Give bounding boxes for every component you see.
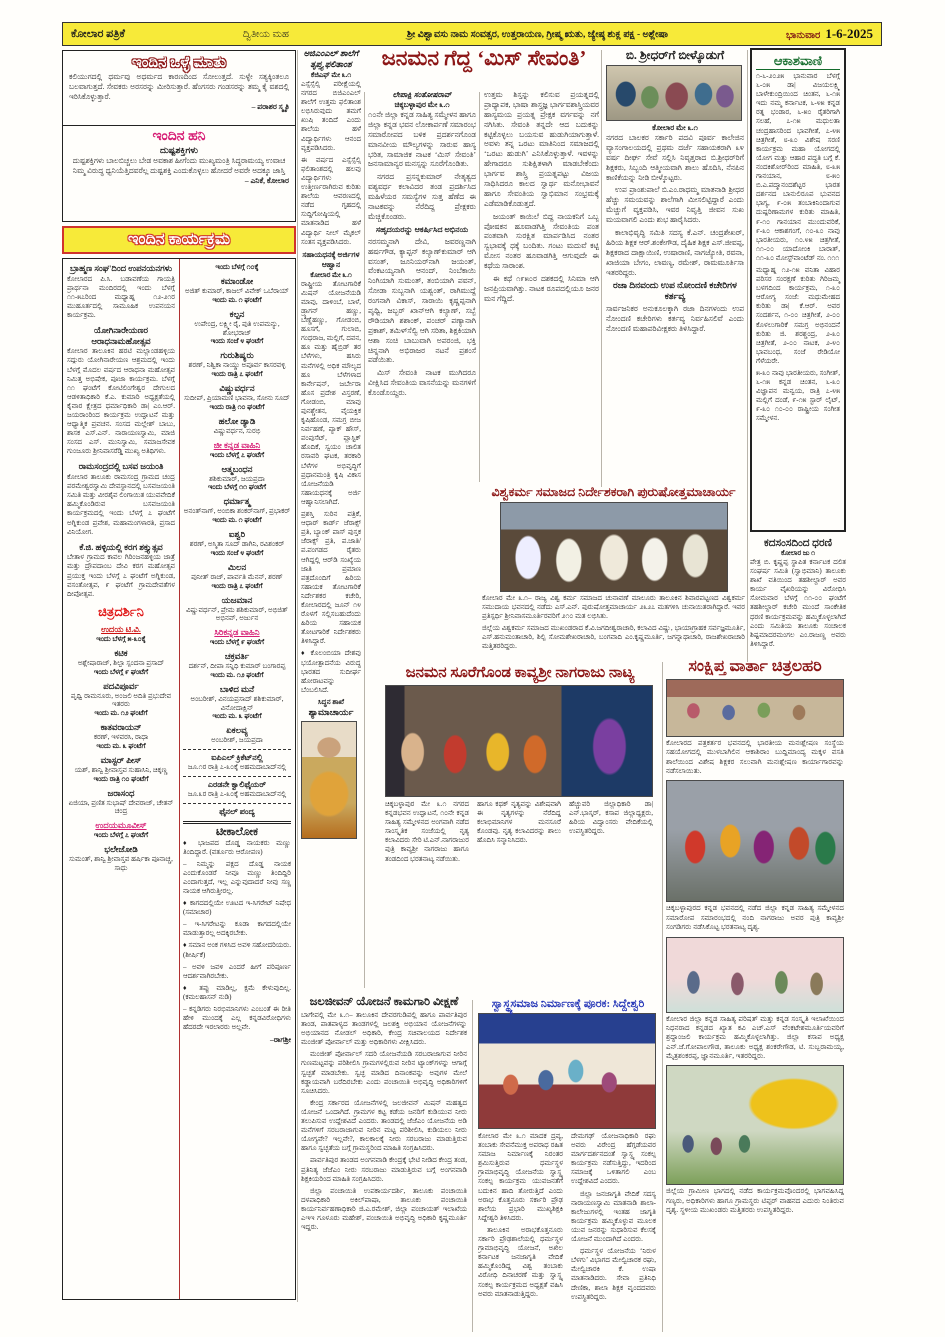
cinema-title: ಜೀ ಕನ್ನಡ ವಾಹಿನಿ bbox=[213, 439, 261, 450]
cinema-time: ಇಂದು ಬೆಳಗ್ಗೆ ೧೦ಕ್ಕೆ bbox=[215, 263, 259, 271]
akashavani-p2: ಮಧ್ಯಾಹ್ನ ೧೨-೧೫ ವನಿತಾ ವಿಹಾರ ಪರಿಸರ ಸಂರಕ್ಷಣೆ ಕುರಿತು ಗಿರಿಜಮ್ಮ ಬಳಗದಿಂದ ಕಾರ್ಯಕ್ರಮ, ೧-೩೦ ಆರೋಗ್ಯ ಸಂಜೆ: ಮಧುಮೇಹದ ಕುರಿತು ಡಾ| ಕೆ.ಆರ್. ಅವರ ಸಂದರ್ಶನ, ೧-೦೦ ಚಿತ್ರಗೀತೆ, ೨-೦೦ ಕೊಳಲುಗಾರಿಕೆ ಸಮಗ್ರ ಅಭಿನಂದನೆ ಕುರಿತು ಜಿ. ಶರಶ್ಚಂದ್ರ, ೨-೩೦ ಚಿತ್ರಗೀತೆ, ೨-೦೦ ನಾಟಕ, ೨-೪೦ ಭಾವಬಂಧ, ಸಂಜೆ ರೇಡಿಯೋ ಗೆಳೆಯರೇ. bbox=[756, 265, 840, 365]
cinema-listing-b bbox=[183, 263, 291, 817]
cinema-title: ಧರ್ಮಾತ್ಮ bbox=[223, 496, 251, 507]
dharani-title: ಕದಸಂಸದಿಂದ ಧರಣಿ bbox=[764, 538, 832, 549]
cinema-cast: ಕರಣ್, ಇಳವರಸಿ, ರಾಧಾ bbox=[93, 733, 149, 742]
cinema-item bbox=[183, 496, 291, 525]
photo-swasthya-meeting bbox=[478, 1013, 656, 1129]
dharani-body: ಪೇತ್ರ ಬಿ. ಕೃಷ್ಣಪ್ಪ ಸ್ಥಾಪಿತ ಕರ್ನಾಟಕ ದಲಿತ ಸಂಘರ್ಷ ಸಮಿತಿ (ಸ್ವಾಭಿಮಾನಿ) ತಾಲೂಕು ಶಾಖೆ ವತಿಯಿಂದ ತಹಶೀಲ್ದಾರ್ ಅವರ ಕಾರ್ಯ ವೈಖರಿಯನ್ನು ವಿರೋಧಿಸಿ ಸೋಮವಾರ ಬೆಳಗ್ಗೆ ೧೧-೦೦ ಘಂಟೆಗೆ ತಹಶೀಲ್ದಾರ್ ಕಚೇರಿ ಮುಂದೆ ಸಾಂಕೇತಿಕ ಧರಣಿ ಕಾರ್ಯಕ್ರಮವನ್ನು ಹಮ್ಮಿಕೊಳ್ಳಲಾಗಿದೆ ಎಂದು ಸಮಿತಿಯ ತಾಲೂಕು ಸಂಚಾಲಕ ಶಿಷ್ಟಮಾದರಮಂಗಲ ಎಂ.ರಾಜಣ್ಣ ಅವರು ತಿಳಿಸಿದ್ದಾರೆ. bbox=[750, 558, 846, 648]
cinema-time: ಇಂದು ಮ. ೩ ಘಂಟೆಗೆ bbox=[96, 741, 146, 750]
cinema-cast: ಪುನೀತ್ ರಾಜ್, ಪಾರ್ವತಿ ಮೆನನ್, ಶರಣ್ bbox=[191, 572, 283, 581]
jalajeevan-p5: ಜಿಲ್ಲಾ ಪಂಚಾಯಿತಿ ಉಪಕಾರ್ಯದರ್ಶಿ, ತಾಲೂಕು ಪಂಚಾಯಿತಿ ದಳಪಾಧಿಕಾರಿ ಅಕಿಲ್‌ಪಾಷಾ, ತಾಲೂಕು ಪಂಚಾಯಿತಿ ಕಾರ್ಯನಿರ್ವಹಣಾಧಿಕಾರಿ ಜಿ.ಎ.ರಮೇಶ್, ಜಿಲ್ಲಾ ಪಂಚಾಯತ್ ಇಲಾಖೆಯ ಎಇಇ ಗೂಳೂರು ಮಹೇಶ್, ಪಂಚಾಯಿತಿ ಅಭಿವೃದ್ಧಿ ಅಧಿಕಾರಿ ಕೃಷ್ಣಮೂರ್ತಿ ಇದ್ದರು. bbox=[301, 1186, 467, 1232]
cinema-item bbox=[183, 383, 291, 412]
col2-bullet: ♦ ಕೊಲಂಬಿಯಾ ದೇಶವು ಭಯೋತ್ಪಾದನೆಯ ವಿರುದ್ಧ ಭಾರತದ ಸುದೀರ್ಘ ಹೋರಾಟವನ್ನು ಬೆಂಬಲಿಸಿದೆ. bbox=[301, 649, 361, 694]
program-events bbox=[67, 263, 175, 599]
subsidy-subhead: ಸಹಾಯಧನಕ್ಕೆ ಅರ್ಜಿಗಳ ಆಹ್ವಾನ bbox=[302, 249, 360, 269]
tikaloka-sig: –ರಾಗಶ್ರೀ bbox=[269, 1035, 291, 1045]
akashavani-box bbox=[750, 48, 846, 532]
cinema-time: ಇಂದು ಮ. ೧೨ ಘಂಟೆಗೆ bbox=[210, 670, 264, 679]
jalajeevan-p2: ಮಂಜೀತ್ ಪೋರ್ವಾಲ್ ಸದರಿ ಯೋಜನೆಯಡಿ ಸರಬರಾಜಾಗುವ ನೀರಿನ ಗುಣಮಟ್ಟವನ್ನು ಪರಿಶೀಲಿಸಿ ಗ್ರಾಮಗಳಲ್ಲಿರುವ ನೀರಿನ ಟ್ಯಾಂಕ್‌ಗಳನ್ನು ಆಗಾಗ್ಗೆ ಸ್ವಚ್ಛತೆ ಮಾಡಬೇಕು. ಸ್ವಚ್ಛ ಮಾಡಿದ ದಿನಾಂಕವನ್ನು ಅವುಗಳ ಮೇಲೆ ಕಡ್ಡಾಯವಾಗಿ ಬರೆದಿರಬೇಕು ಎಂದು ಪಂಚಾಯಿತಿ ಅಭಿವೃದ್ಧಿ ಅಧಿಕಾರಿಗಳಿಗೆ ಸೂಚಿಸಿದರು. bbox=[301, 1050, 467, 1095]
program-event-body: ಬೇತಾಳ ಗ್ರಾಮದ ಕಾವಲ ಗಿರಿಂಜನಹಳ್ಳಿಯ ಜಾತ್ರೆ ಮತ್ತು ದ್ರೌಪದಾಂಬ ದೇವಿ ಕರಗ ಮಹೋತ್ಸವ ಪ್ರಯುಕ್ತ ಇಂದು ಬೆಳಗ್ಗೆ ೭ ಘಂಟೆಗೆ ಅಗ್ನಿಕುಂಡ, ವಸಂತೋತ್ಸವ, ೯ ಘಂಟೆಗೆ ಗ್ರಾಮದೇವತೆಗಳ ದೀಪೋತ್ಸವ. bbox=[67, 553, 175, 598]
cinema-time: ಇಂದು ರಾತ್ರಿ ೭ ಘಂಟೆಗೆ bbox=[211, 370, 263, 378]
cinema-item bbox=[67, 820, 175, 840]
cinema-title: ಉದಯ ಟಿ.ವಿ. bbox=[101, 623, 141, 634]
column-rule bbox=[364, 92, 365, 988]
col2-sig-2: ಶ್ಯಾಮಾಚಾರ್ಯ bbox=[308, 706, 354, 717]
cinema-item bbox=[183, 725, 291, 745]
tikaloka-item: ♦ ಕಾಗದದಲ್ಲಿಯೇ ಊಟದ ಇ-ಸಿಗರೇಟ್ ನಿಷೇಧ (ಸಮಾಚಾರ) bbox=[183, 899, 291, 917]
cinema-item bbox=[183, 276, 291, 305]
tikaloka-item: – ಕನ್ನಡಿಗರು ನಿರಭಿಮಾನಿಗಳು ಎಂಬಂತೆ ಈ ರೀತಿ ಹೇಳಿ ಮುಂದಕ್ಕೆ ಎಲ್ಲ ಕನ್ನಡವಿರೋಧಿಗಳು ಹೆದರದೇ ಇರಲಾರರು ಅಲ್ಲವೇ. bbox=[183, 1005, 291, 1032]
dharani-column bbox=[750, 538, 846, 660]
akashavani-title: ಆಕಾಶವಾಣಿ bbox=[756, 53, 840, 70]
cinema-title: ಬಾಳಿದ ಮನೆ bbox=[219, 683, 255, 694]
janamana-c3: ಹೆಚ್ಚುವರಿ ಜಿಲ್ಲಾಧಿಕಾರಿ ಡಾ| ಎನ್.ಭಾಸ್ಕರ್, ಕಸಾಪ ಜಿಲ್ಲಾಧ್ಯಕ್ಷರು, ಹಿರಿಯ ವಿದ್ವಾಂಸರು ವೇದಿಕೆಯಲ್ಲಿ ಉಪಸ್ಥಿತರಿದ್ದರು. bbox=[569, 800, 653, 836]
cinema-title: ಮಾಸ್ಟರ್ ಪೀಸ್ bbox=[100, 754, 142, 765]
news-photo bbox=[666, 679, 844, 737]
cinema-title: ಮಿಲನ bbox=[227, 561, 247, 572]
good-word-title: ಇಂದಿನ ಒಳ್ಳೆ ಮಾತು bbox=[132, 55, 226, 71]
miss-a4: ಮಿಸ್ ಸೇವಂತಿ ನಾಟಕ ಮುಗಿದರೂ ವೀಕ್ಷಿಸಿದ ಸೇವಂತಿಯ ವಾಸನೆಯನ್ನು ಮನಗಳಿಗೆ ಕೊಂಡೊಯ್ದರು. bbox=[368, 368, 476, 398]
cinema-cast: ಜೂ.೩ರ ರಾತ್ರಿ ೭-೩೦ಕ್ಕೆ ಅಹಮದಾಬಾದ್‌ನಲ್ಲಿ bbox=[187, 789, 287, 798]
vishwakarma-p2: ಜಿಲ್ಲೆಯ ವಿಶ್ವಕರ್ಮ ಸಮಾಜದ ಮುಖಂಡರಾದ ಕೆ.ವಿ.ಜಗದೀಶ್ವರಾಚಾರಿ, ಕಲಾವಿದ ವಿಷ್ಣು, ಭಾಯಾಗ್ರಾಹಕ ಸರ್ವಜ್ಞಮೂರ್ತಿ, ಎಸ್.ಹನುಮಂತಾಚಾರಿ, ಶಿಲ್ಪಿ ಸೋಮಶೇಖರಾಚಾರಿ, ಬಂಗವಾದಿ ಎಂ.ಕೃಷ್ಣಮೂರ್ತಿ, ಜಗನ್ನಾಥಾಚಾರಿ, ರಾಜಶೇಖರಾಚಾರಿ ಮತ್ತಿತರರಿದ್ದರು. bbox=[482, 624, 745, 651]
cinema-item bbox=[183, 416, 291, 436]
program-event-title: ಕೆ.ಜಿ. ಹಳ್ಳಿಯಲ್ಲಿ ಕರಗ ಶಕ್ತ್ಯುತ್ಸವ bbox=[79, 541, 163, 552]
photo-caption: ಜಿಲ್ಲೆಯ ಗ್ರಾಮೀಣ ಭಾಗದಲ್ಲಿ ನಡೆದ ಕಾರ್ಯಕ್ರಮವೊಂದರಲ್ಲಿ ಭಾಗವಹಿಸಿದ್ದ ಗಣ್ಯರು, ಅಧಿಕಾರಿಗಳು ಹಾಗೂ ಗ್ರಾಮಸ್ಥರು ಟಿಪ್ಪರ್ ವಾಹನದ ಎದುರು ನಿಂತಿರುವ ದೃಶ್ಯ. ಸ್ಥಳೀಯ ಮುಖಂಡರು ಮತ್ತಿತರರು ಉಪಸ್ಥಿತರಿದ್ದರು. bbox=[666, 1187, 844, 1215]
miss-b2: ಜಯಂತ್ ಕಾಯಿಲೆ ಬಿದ್ದ ನಾಯಕನಿಗೆ ಒಬ್ಬ ಪೋಷಕನ ಹೂವಾಡಗಿತ್ತಿ ಸೇವಂತಿಯ ಪಂತ ಪಂತವಾಗಿ ಸುರಕ್ಷಿತ ಮಾರ್ಪಡಿಸಿದ ನಂತರ ಸ್ವಭಾವಕ್ಕೆ ಧಕ್ಕೆ ಬಂದಿತು. ಗಂಟು ಮದುವೆ ಕಟ್ಟಿ ಮೋಸ ನಂತರ ಹೂವಾಡಗಿತ್ತಿ ಆಗುವುದೇ ಈ ಕಥೆಯ ಸಾರಾಂಶ. bbox=[484, 211, 599, 271]
cinema-title: ಗುರುಶಿಷ್ಯರು bbox=[220, 350, 254, 361]
janamana-c1: ಚಿಕ್ಕಬಳ್ಳಾಪುರ ಮೇ ೩.೧ ನಗರದ ಕನ್ನಡಭವನ ಉದ್ಘಾಟನೆ, ೧೦ನೇ ಕನ್ನಡ ಸಾಹಿತ್ಯ ಸಮ್ಮೇಳನದ ಅಂಗವಾಗಿ ನಡೆದ ಸಾಂಸ್ಕೃತಿಕ ಸಂಜೆಯಲ್ಲಿ ನೃತ್ಯ ಕಲಾವಿದರು ಸೇರಿ ಟಿ.ಎನ್.ನಾಗರಾಜುರ ಪುತ್ರಿ ಕಾವ್ಯಶ್ರೀ ನಾಗರಾಜು ಹಾಗೂ ತಂಡದಿಂದ ಭರತನಾಟ್ಯ ನಡೆಯಿತು. bbox=[385, 800, 470, 863]
swasthya-c1a: ಕೋಲಾರ ಮೇ ೩.೧ ಮಾದಕ ದ್ರವ್ಯ, ತಂಬಾಕು ಸೇವನೆಮುಕ್ತ ಅಪರಾಧ ರಹಿತ ಸಮಾಜ ನಿರ್ಮಾಣಕ್ಕೆ ನಿರಂತರ ಶ್ರಮಿಸುತ್ತಿರುವ ಧರ್ಮಸ್ಥಳ ಗ್ರಾಮಾಭಿವೃದ್ಧಿ ಯೋಜನೆಯ ಸ್ವಾಸ್ಥ್ಯ ಸಂಕಲ್ಪ ಕಾರ್ಯಕ್ರಮ ಯುವಜನತೆಗೆ ಬದುಕಿನ ಹಾದಿ ತೋರುತ್ತಿದೆ ಎಂದು ಅರಾಭ ಕೊತ್ತನೂರು ಸರ್ಕಾರಿ ಪ್ರೌಢ ಶಾಲೆಯ ಪ್ರಭಾರಿ ಮುಖ್ಯಶಿಕ್ಷಕಿ ಸಿದ್ದೇಶ್ವರಿ ತಿಳಿಸಿದರು. bbox=[478, 1132, 563, 1222]
cinema-item bbox=[67, 722, 175, 751]
photo-shyamacharya-portrait bbox=[301, 721, 357, 839]
program-event bbox=[67, 461, 175, 536]
swasthya-col-2 bbox=[571, 1132, 656, 1305]
vishwakarma-title: ವಿಶ್ವಕರ್ಮ ಸಮಾಜದ ನಿರ್ದೇಶಕರಾಗಿ ಪುರುಷೋತ್ತಮಾಚಾರ್ಯ bbox=[491, 485, 736, 499]
cinema-cast: ಏಜಿಯಾ, ಪ್ರಣಿತ ಸುಭಾಷ್ ದೇವರಾಜ್, ಚೇತನ್ ಚಂದ್ರ bbox=[68, 798, 174, 816]
photo-caption: ಕೋಲಾರದ ಪತ್ರಕರ್ತರ ಭವನದಲ್ಲಿ ಭಾರತೀಯ ಮನಃಶ್ಲೇಷಣ ಸಂಸ್ಥೆಯ ಸಹಯೋಗದಲ್ಲಿ ಮುಳಬಾಗಿಲಿನ ಆಕಾಶಿರಾಂ ಬುದ್ದಿಮಾಂದ್ಯ ಮಕ್ಕಳ ವಸತಿ ಶಾಲೆಯಿಂದ ವಿಶೇಷ ಶಿಕ್ಷಕರ ಸಲುವಾಗಿ ಮನಃಶ್ಲೇಷಣ ಕಾರ್ಯಾಗಾರವನ್ನು ನಡೆಸಲಾಯಿತು. bbox=[666, 739, 844, 776]
hani-subtitle: ದುಷ್ಟಶಕ್ತಿಗಳು bbox=[160, 145, 198, 155]
miss-byline: ಲೇಪಾಕ್ಷಿ ಸಂತೋಷರಾವ್ bbox=[392, 90, 452, 99]
cinema-title: ಹಲೋ ಡ್ಯಾಡಿ bbox=[218, 415, 256, 426]
cinema-cast: ವಿಷ್ಣುವರ್ಧನ್, ಪ್ರೇಮ ಶಶಿಕುಮಾರ್, ಅಭಿಜಿತ್ ಅಭಿನವ್, ಅರ್ಜುನ bbox=[186, 605, 288, 623]
column-rule bbox=[747, 50, 748, 662]
column-rule bbox=[601, 50, 602, 487]
subsidy-dateline: ಕೋಲಾರ ಮೇ ೩.೧ bbox=[310, 271, 352, 279]
miss-a1: ೧೦ನೇ ಜಿಲ್ಲಾ ಕನ್ನಡ ಸಾಹಿತ್ಯ ಸಮ್ಮೇಳನ ಹಾಗೂ ಜಿಲ್ಲಾ ಕನ್ನಡ ಭವನ ಲೋಕಾರ್ಪಣೆ ಸಮಾರಂಭ ಸಮಾರೋಪದ ಬಳಿಕ ಪ್ರದರ್ಶನಗೊಂಡ ಮಾನವೀಯ ಮೌಲ್ಯಗಳನ್ನು ಸಾರುವ ಹಾಸ್ಯ ಭರಿತ, ಸಾಮಾಜಿಕ ನಾಟಕ ‘ಮಿಸ್ ಸೇವಂತಿ’ ಜನಸಾಮಾನ್ಯರ ಮನಸ್ಸನ್ನು ಸೂರೆಗೊಂಡಿತು. bbox=[368, 110, 476, 169]
hani-box bbox=[62, 126, 296, 222]
cinema-title: ಏಕಲವ್ಯ bbox=[226, 725, 248, 736]
cinema-cast: ಶರಣ್, ಅಸ್ಮಿತಾ ಸೂದ್ ಡಾಗಿನಿ, ರವಿಶಂಕರ್ bbox=[189, 540, 285, 548]
cinema-title: ಕಟಿಕ bbox=[114, 647, 128, 658]
program-event-title: ರಾಮಸಂದ್ರದಲ್ಲಿ ಬಸವ ಜಯಂತಿ bbox=[78, 461, 164, 472]
program-event bbox=[67, 263, 175, 320]
cinema-cast: ಅಂಬರೀಶ್, ವಿನಯಪ್ರಸಾದ್ ಶಶಿಕುಮಾರ್, ವಿನೋದಾಕ್ಷಿನ್ bbox=[190, 694, 284, 712]
cinema-item bbox=[183, 440, 291, 460]
cinema-time: ಇಂದು ಮ. ೧ ಘಂಟೆಗೆ bbox=[212, 295, 262, 304]
cinema-cast: ವಿಷ್ಣುವರ್ಧನ, ಸುರಭಿ bbox=[213, 426, 261, 435]
cinema-time: ಇಂದು ರಾತ್ರಿ ೧೦ ಘಂಟೆಗೆ bbox=[93, 774, 149, 783]
janamana-c2: ಹಾಗೂ ಕಥಕ್ ನೃತ್ಯವನ್ನು ವಿಶೇಷವಾಗಿ ಈ ನೃತ್ಯಗಳನ್ನು ನೆರೆದಿದ್ದ ಕಲಾಭಿಮಾನಿಗಳ ಮನಸೂರೆ ಕೊಂಡವು. ನೃತ್ಯ ಕಲಾವಿದರನ್ನು ಶಾಲು ಹೊದಿಸಿ ಸನ್ಮಾನಿಸಿದರು. bbox=[477, 800, 561, 845]
jalajeevan-block bbox=[301, 996, 467, 1334]
panchanga-line: ಶ್ರೀ ವಿಶ್ವಾವಸು ನಾಮ ಸಂವತ್ಸರ, ಉತ್ತರಾಯಣ, ಗ್ರೀಷ್ಮ ಋತು, ಜ್ಯೇಷ್ಠ ಶುಕ್ಲ ಪಕ್ಷ - ಅಶ್ಲೇಷಾ bbox=[406, 29, 669, 40]
cinema-title: ಕಲ್ಪನ bbox=[229, 308, 245, 319]
program-banner bbox=[62, 226, 296, 254]
good-word-body: ಕಲಿಯುಗದಲ್ಲಿ ಧರ್ಮವು ಅಧರ್ಮದ ಕಾರಣದಿಂದ ಸೋಲುತ್ತದೆ. ಸುಳ್ಳೇ ಸತ್ಯಕ್ಕಿಂತಲೂ ಬಲವಾಗುತ್ತದೆ. ಸೇವಕರು ಅರಸರನ್ನು ಮೀರಿಸುತ್ತಾರೆ. ಹೆಂಗಸರು ಗಂಡಸರನ್ನು ತಮ್ಮ ಕೈ ವಶದಲ್ಲಿ ಇರಿಸಿಕೊಳ್ಳುತ್ತಾರೆ. bbox=[69, 72, 289, 101]
hani-source: – ಎನಿಕೆ, ಕೋಲಾರ bbox=[244, 175, 289, 185]
cinema-item bbox=[183, 529, 291, 558]
program-event-body: ಕೋಲಾರ ತಾಲೂಕು ರಾಮಸಂದ್ರ ಗ್ರಾಮದ ಚಂದ್ರ ಪರಮೇಶ್ವರಸ್ವಾಮಿ ದೇವಸ್ಥಾನದಲ್ಲಿ ಬಸವಜಯಂತಿ ಸಮಿತಿ ಮತ್ತು ವೀರಶೈವ ಲಿಂಗಾಯಿತ ಯುವವೇದಿಕೆ ಹಮ್ಮಿಕೊಂಡಿರುವ ಬಸವಜಯಂತಿ ಕಾರ್ಯಕ್ರಮದಲ್ಲಿ ಇಂದು ಬೆಳಗ್ಗೆ ೭ ಘಂಟೆಗೆ ಅಗ್ನಿಕುಂಡ ಪ್ರವೇಶ, ಮಹಾಮಂಗಳಾರತಿ, ಪ್ರಸಾದ ವಿನಿಯೋಗ. bbox=[67, 473, 175, 536]
cinema-item bbox=[183, 350, 291, 379]
cinema-time: ಇಂದು ಸಂಜೆ ೪ ಘಂಟೆಗೆ bbox=[210, 337, 264, 346]
swasthya-col-1 bbox=[478, 1132, 563, 1305]
tikaloka-item: – ಅವಳಿ ಜವಳಿ ಎಂದರೆ ಹೀಗೆ ಪರಿಪೂರ್ಣ ಆದರ್ಶವಾಗಿರಬೇಕು. bbox=[183, 962, 291, 980]
miss-dateline: ಚಿಕ್ಕಬಳ್ಳಾಪುರ ಮೇ ೩.೧ bbox=[394, 100, 450, 109]
cinema-time: ಇಂದು ಬೆಳಗ್ಗೆ ೯ ಘಂಟೆಗೆ bbox=[209, 638, 265, 646]
cinema-cast: ಶಶಿಕುಮಾರ್, ಜಯಪ್ರದಾ bbox=[209, 474, 265, 483]
janamana-body bbox=[385, 800, 655, 867]
cinema-cast: ಅಶ್ಲೇಷಾರಾಜ್, ಶಿಲ್ಪಾ ಸ್ಪಂದನಾ ಪ್ರಸಾದ್ bbox=[77, 658, 165, 667]
column-rule bbox=[472, 1000, 473, 1332]
miss-b1: ಉತ್ತಮ ಶಿಸ್ತನ್ನು ಕಲಿಸುವ ಪ್ರಯತ್ನದಲ್ಲಿ ಪ್ರಾಧ್ಯಾಪಕ, ಭಾಷಾ ಶಾಸ್ತ್ರಜ್ಞ ಭಾರ್ಗವಶಾಸ್ತ್ರಿಯವರ ಹಾಸ್ಯಮಯ ಪ್ರಯತ್ನ ಪ್ರೇಕ್ಷಕ ವರ್ಗವನ್ನು ನಗೆ ನಗಿಸಿತು. ಸೇವಂತಿ ತನ್ನದೇ ಆದ ಬದುಕನ್ನು ಕಟ್ಟಿಕೊಳ್ಳಲು ಬಯಸುವ ಹುಡುಗಿಯಾಗುತ್ತಾಳೆ. ಅವಳು ತನ್ನ ಒರಟು ಮಾತಿನಿಂದ ಸಮಾಜದಲ್ಲಿ ‘ಒರಟು ಹುಡುಗಿ’ ಎನಿಸಿಕೊಳ್ಳುತ್ತಾಳೆ. ಇವಳನ್ನು ಹೇಗಾದರೂ ಸುಶಿಕ್ಷಿತಳಾಗಿ ಮಾಡಬೇಕೆಂದು ಭಾರ್ಗವ ಶಾಸ್ತ್ರಿ ಪ್ರಯತ್ನಪಟ್ಟು ವಿಜಯ ಸಾಧಿಸಿದರೂ ಕಾಲದ ಸ್ವಾರ್ಥ ಮನೋಭಾವನೆ ಹಾಗೂ ಸೇವಂತಿಯ ಸ್ವಾಭಿಮಾನ ಸಂಭ್ರಮಕ್ಕೆ ಎಡೆಮಾಡಿಕೊಡುತ್ತದೆ. bbox=[484, 90, 599, 208]
swasthya-body bbox=[478, 1132, 658, 1305]
cinema-title: ಜರಾಸಂಧ bbox=[107, 787, 135, 798]
program-banner-label: ಇಂದಿನ ಕಾರ್ಯಕ್ರಮ bbox=[127, 231, 231, 248]
cinema-listing-a bbox=[67, 604, 175, 873]
program-event-body: ಕೋಲಾರ ತಾಲೂಕಿನ ಹರಟಿ ಮಲ್ಲಾಂಡಹಳ್ಳಿಯ ಸದ್ಗುರು ಯೋಗಿನಾರೇಯಣ ಆಶ್ರಮದಲ್ಲಿ ಇಂದು ಬೆಳಗ್ಗೆ ಮೊದಲ ವರ್ಷದ ಆರಾಧನಾ ಮಹೋತ್ಸವ ನಿಮಿತ್ತ ಅಭಿಷೇಕ, ಪೂಜಾ ಕಾರ್ಯಕ್ರಮ. ಬೆಳಗ್ಗೆ ೧೧ ಘಂಟೆಗೆ ಕೋಟಿಲಿಂಗೇಶ್ವರ ದೇಗುಲದ ಆಡಳಿತಾಧಿಕಾರಿ ಕೆ.ಎ. ಕುಮಾರಿ ಅಧ್ಯಕ್ಷತೆಯಲ್ಲಿ ಕೈವಾರ ಕ್ಷೇತ್ರದ ಧರ್ಮಾಧಿಕಾರಿ ಡಾ| ಎಂ.ಆರ್. ಜಯರಾಂರಿಂದ ಕಾರ್ಯಕ್ರಮ ಉದ್ಘಾಟನೆ ಮತ್ತು ಆಧ್ಯಾತ್ಮಿಕ ಪ್ರವಚನ. ಸಂಸದ ಮಲ್ಲೇಶ್ ಬಾಬು, ಶಾಸಕ ಎಸ್.ಎನ್. ನಾರಾಯಣಸ್ವಾಮಿ, ಮಾಜಿ ಸಂಸದ ಎಸ್. ಮುನಿಸ್ವಾಮಿ, ಸಮಾಜಸೇವಕ ಗುಂಜೂರು ಶ್ರೀನಿವಾಸರೆಡ್ಡಿ ಮುಖ್ಯ ಅತಿಥಿಗಳು. bbox=[67, 347, 175, 456]
chitralahari-items bbox=[666, 679, 844, 1215]
sridhar-p1: ನಗರದ ಬಾಲಕರ ಸರ್ಕಾರಿ ಪದವಿ ಪೂರ್ವ ಕಾಲೇಜಿನ ವ್ಯಾಸಂಗಾಲಯದಲ್ಲಿ ಪ್ರಥಮ ದರ್ಜೆ ಸಹಾಯಕರಾಗಿ ೩೪ ವರ್ಷ ದೀರ್ಘ ಸೇವೆ ಸಲ್ಲಿಸಿ ನಿವೃತ್ತರಾದ ಬಿ.ಶ್ರೀಧರ್‌ರಿಗೆ ಶಿಕ್ಷಕರು, ಸಿಬ್ಬಂದಿ ಆತ್ಮೀಯವಾಗಿ ಶಾಲು ಹೊದಿಸಿ, ನೆನಪಿನ ಕಾಣಿಕೆಯನ್ನು ನೀಡಿ ಬೀಳ್ಕೊಟ್ಟರು. bbox=[606, 133, 744, 182]
sridhar-column bbox=[606, 48, 744, 488]
agml-column bbox=[301, 48, 361, 988]
photo-caption: ಕೋಲಾರ ಜಿಲ್ಲಾ ಕನ್ನಡ ಸಾಹಿತ್ಯ ಪರಿಷತ್ ಮತ್ತು ಕನ್ನಡ ಸಂಸ್ಕೃತಿ ಇಲಾಖೆಯಿಂದ ನಿಧನರಾದ ಕನ್ನಡದ ಖ್ಯಾತ ಕವಿ ಎಚ್.ಎಸ್ ವೆಂಕಟೇಶಮೂರ್ತಿಯವರಿಗೆ ಶ್ರದ್ಧಾಂಜಲಿ ಕಾರ್ಯಕ್ರಮ ಹಮ್ಮಿಕೊಳ್ಳಲಾಗಿತ್ತು. ಜಿಲ್ಲಾ ಕಸಾಪ ಅಧ್ಯಕ್ಷ ಎನ್.ಜೆ.ಗೋಪಾಲಗೌಡ, ತಾಲೂಕು ಅಧ್ಯಕ್ಷ ಶಂಕರೇಗೌಡ, ಟಿ. ಸುಬ್ಬರಾಮಯ್ಯ, ಮೈತ್ರಶಂಕರಪ್ಪ, ಜ್ಞಾನಮೂರ್ತಿ, ಇತರರಿದ್ದರು. bbox=[666, 1014, 844, 1060]
cinema-cast: ಅಂಬರೀಶ್, ಜಯಪ್ರದಾ bbox=[211, 736, 263, 745]
tikaloka-item: ♦ ಭಾಜಪದ ದೊಡ್ಡ ನಾಯಕರು ಮಣ್ಣು ತಿಂದಿದ್ದಾರೆ. (ವರ್ತೂರು ಆರೋಪಣ) bbox=[183, 838, 291, 856]
cinema-item bbox=[183, 627, 291, 647]
cinema-time: ಇಂದು ಬೆಳಗ್ಗೆ ೭ ಘಂಟೆಗೆ bbox=[93, 831, 149, 840]
cinema-item bbox=[67, 788, 175, 817]
sridhar-title: ಬಿ. ಶ್ರೀಧರ್‌ಗೆ ಬೀಳ್ಕೊಡುಗೆ bbox=[625, 48, 725, 62]
registry-body: ಸಾರ್ವಜನಿಕರ ಅನುಕೂಲಕ್ಕಾಗಿ ರಜಾ ದಿನಗಳಂದು ಉಪ ನೋಂದಣಿ ಕಚೇರಿಗಳು ಕರ್ತವ್ಯ ನಿರ್ವಹಿಸಲಿವೆ ಎಂದು ನೋಂದಣಿ ಮಹಾಪರಿವೀಕ್ಷಕರು ತಿಳಿಸಿದ್ದಾರೆ. bbox=[606, 304, 744, 334]
cinema-item bbox=[67, 681, 175, 719]
photo-janamana-stage bbox=[385, 685, 653, 797]
captioned-photo bbox=[666, 937, 844, 1062]
jalajeevan-p4: ಪಾರ್ವತಿಪುರ ತಾಂಡದ ಅಂಗನವಾಡಿ ಕೇಂದ್ರಕ್ಕೆ ಭೇಟಿ ನೀಡಿದ ಕೇಂದ್ರ ತಂಡ, ಪ್ರತಿನಿತ್ಯ ಜೆಜೆಎಂ ನೀರು ಸರಬರಾಜು ಮಾಡುತ್ತಿರುವ ಬಗ್ಗೆ ಅಂಗನವಾಡಿ ಶಿಕ್ಷಕಿಯರಿಂದ ಮಾಹಿತಿ ಸಂಗ್ರಹಿಸಿದರು. bbox=[301, 1156, 467, 1183]
subsidy-p2: ಪ್ರಶಸ್ತಿ ಸುರಿನ ಪತ್ರಿಕೆ, ಆಧಾರ್ ಕಾರ್ಡ್ ಜೆರಾಕ್ಸ್ ಪ್ರತಿ, ಬ್ಯಾಂಕ್ ಪಾಸ್ ಪುಸ್ತಕ ಜೆರಾಕ್ಸ್ ಪ್ರತಿ, ಪ.ಜಾತಿ/ಪ.ಪಂಗಡದ ರೈತರು ಆಗಿದ್ದಲ್ಲಿ ಆರ್‌ಡಿ ಸಂಖ್ಯೆಯ ಜಾತಿ ಪ್ರಮಾಣ ಪತ್ರದೊಂದಿಗೆ ಹಿರಿಯ ಸಹಾಯಕ ತೋಟಗಾರಿಕೆ ನಿರ್ದೇಶಕರ ಕಚೇರಿ, ಕೋಲಾರದಲ್ಲಿ ಜೂನ್ ೧೪ ರೊಳಗೆ ಸಲ್ಲಿಸಬಹುದೆಂದು ಹಿರಿಯ ಸಹಾಯಕ ತೋಟಗಾರಿಕೆ ನಿರ್ದೇಶಕರು ತಿಳಿಸಿದ್ದಾರೆ. bbox=[301, 510, 361, 646]
cinema-item bbox=[183, 562, 291, 591]
captioned-photo bbox=[666, 780, 844, 932]
cinema-time: ಇಂದು ಬೆಳಗ್ಗೆ ೧೧ ಘಂಟೆಗೆ bbox=[207, 483, 267, 492]
cinema-cast: ಅನಂತ್‌ನಾಗ್, ಅಂಬಿಕಾ ಶಂಕರ್‌ನಾಗ್, ಪ್ರಭಾಕರ್ bbox=[183, 507, 291, 516]
cinema-item bbox=[183, 263, 291, 272]
hani-body: ದುಷ್ಟಶಕ್ತಿಗಳು ಬಾಲಬಿಚ್ಚಲು ಬೇಡ ಅವಕಾಶ ಹೀಗೆಂದು ಮುಖ್ಯಮಂತ್ರಿ ಸಿದ್ಧರಾಮಯ್ಯ ಉವಾಚ ನಿಮ್ಮ ವಿರುದ್ಧ ಧ್ವನಿಯೆತ್ತಿದವರೆಲ್ಲ ದುಷ್ಟಶಕ್ತಿ ಎಂದುಕೊಳ್ಳಲು ಹೋದರೆ ಅವರೇ ಅದಕ್ಕೂ ಜಾಸ್ತಿ bbox=[72, 156, 286, 175]
cinema-item bbox=[67, 844, 175, 873]
miss-a3: ನರಸಮ್ಮನಾಗಿ ದೇವಿ, ಜವರಣ್ಣನಾಗಿ ಹರ್ಷಗೌಡ, ಕ್ಯಾಪ್ಟನ್ ಕಲ್ಯಾಣ್‌ಕುಮಾರ್ ಆಗಿ ವಸಂತ್, ಜೂನಿಯರ್‌ನಾಗಿ ಜಯಂತ್, ವೆಂಕಟಯ್ಯನಾಗಿ ಆನಂದ್, ನಿಂಬೆಕಾಯಿ ನಿಂಗಿಯಾಗಿ ಸುಮಂತ್, ತಂಬಿಯಾಗಿ ಪವನ್, ಸೋಡಾ ಸುಬ್ಬನಾಗಿ ಯಶ್ವಂತ್, ರಾಗಿಮುದ್ದೆ ರಂಗನಾಗಿ ವಿಕಾಸ್, ಸಾರಾಯಿ ಕೃಷ್ಣಪ್ಪನಾಗಿ ಪೃಥ್ವಿ, ಜಬ್ಬರ್ ಖಾನ್‌ಆಗಿ ಕಲ್ಯಾಣ್, ಸಬ್ಬೆ ರೌಡಿಯಾಗಿ ಶಶಾಂಕ್, ಪಂಚರ್ ಪಣ್ಯಾನಾಗಿ ಪ್ರಕಾಶ್, ತಮಿಳ್‌ಸೆಲ್ವಿ ಆಗಿ ಸರಿತಾ, ಶಿಕ್ಷಕಿಯಾಗಿ ಆಶಾ ಸಂಚಿ ಬಾಬುವಾಗಿ ಅಪರಂಜಿ, ಭಕ್ತಿ ಚಿನ್ನನಾಗಿ ಅಭಿರಾಜರ ನಟನೆ ಪ್ರಶಂಸೆ ಪಡೆಯಿತು. bbox=[368, 236, 476, 365]
photo-caption: ಚಿಕ್ಕಬಳ್ಳಾಪುರದ ಕನ್ನಡ ಭವನದಲ್ಲಿ ನಡೆದ ಜಿಲ್ಲಾ ಕನ್ನಡ ಸಾಹಿತ್ಯ ಸಮ್ಮೇಳನದ ಸಮಾರೋಪ ಸಮಾರಂಭದಲ್ಲಿ ನಂದಿ ನಾಗರಾಜು ಅವರ ಪುತ್ರಿ ಕಾವ್ಯಶ್ರೀ ಸಂಗಡಿಗರು ನಡೆಸಿಕೊಟ್ಟ ಭರತನಾಟ್ಯ ದೃಶ್ಯ. bbox=[666, 904, 844, 932]
cinema-item bbox=[183, 309, 291, 347]
cinema-title: ಉದಯಮೂವೀಸ್ bbox=[95, 820, 147, 831]
cinema-title: ಫೈನಲ್ ಪಂದ್ಯ bbox=[183, 803, 291, 817]
cinema-title: ವಿಷ್ಣುವರ್ಧನ bbox=[219, 383, 255, 393]
tikaloka-item: – ಇ-ಸಿಗರೇಟನ್ನು ಕೂಡಾ ಕಾಗದದಲ್ಲಿಯೇ ಮಾಡುತ್ತಾರಲ್ಲ ಅದಕ್ಕಿರಬೇಕು. bbox=[183, 920, 291, 938]
news-photo bbox=[666, 1065, 844, 1185]
day-date bbox=[786, 26, 873, 42]
akashavani-p3: ೫-೩೦ ನಾವು ಭಾರತೀಯರು, ಸಂಗೀತ್, ೬-೧೫ ಕನ್ನಡ ಚಿಂತನ, ೬-೩೦ ವಿಜ್ಞಾಪನ ಮನ್ವಯ, ರಾತ್ರಿ ೭-೪೫ ಮಲ್ಲಿಗೆ ದಂಡೆ, ೯-೧೫ ಸ್ಟಾರ್ ಲೈಟ್, ೯-೩೦ ೧೦-೦೦ ರಾಷ್ಟ್ರೀಯ ಸಂಗೀತ ಸಮ್ಮೇಳನ. bbox=[756, 369, 840, 423]
column-rule bbox=[297, 50, 298, 1302]
swasthya-c2a: ದೇಮಗಢ್ ಯೋಜನಾಧಿಕಾರಿ ರಘು ಅವರು ವಿರೇಂದ್ರ ಹೆಗ್ಗಡೆಯವರ ಮಾರ್ಗದರ್ಶನದಂತೆ ಸ್ವಾಸ್ಥ್ಯ ಸಂಕಲ್ಪ ಕಾರ್ಯಕ್ರಮ ನಡೆಸುತ್ತಿದ್ದು, ಇದರಿಂದ ಸಮಾಜಕ್ಕೆ ಒಳಿತಾಗಲಿ ಎಂಬ ಉದ್ದೇಶವಿದೆ ಎಂದರು. bbox=[571, 1132, 656, 1186]
cinema-title: ಚಿತ್ರದರ್ಶಿನಿ bbox=[98, 603, 144, 619]
good-word-box bbox=[62, 50, 296, 126]
tikaloka-items bbox=[183, 839, 291, 1033]
swasthya-c2c: ಧರ್ಮಸ್ಥಳ ಯೋಜನೆಯ ‘ನಿರುಳ ಬೆಳಗು’ ವಿಭಾಗದ ಮೇಲ್ವಿಚಾರಕ ರಘು, ಮೇಲ್ವಿಚಾರಕಿ ಕೆ. ಉಷಾ ಮಾತನಾಡಿದರು. ಸೇವಾ ಪ್ರತಿನಿಧಿ ದೇಣಿಕಾ, ಶಾಲಾ ಶಿಕ್ಷಕ ವೃಂದದವರು ಉಪಸ್ಥಿತರಿದ್ದರು. bbox=[571, 1247, 656, 1301]
cinema-time: ಇಂದು ಮ. ೧ ಘಂಟೆಗೆ bbox=[212, 516, 262, 524]
hani-title: ಇಂದಿನ ಹನಿ bbox=[152, 129, 206, 144]
news-photo bbox=[666, 937, 844, 1013]
cinema-time: ಇಂದು ಬೆಳಗ್ಗೆ ೯ ಘಂಟೆಗೆ bbox=[93, 667, 149, 676]
miss-a2: ನಗರದ ಪ್ರಸನ್ನಕುಮಾರ್ ನೇತೃತ್ವದ ವಶ್ಯವರ್ಧ ಕಲಾವಿದರ ತಂಡ ಪ್ರದರ್ಶಿಸಿದ ಮಹಿಳೆಯರ ಸಮಸ್ಯೆಗಳ ಸುತ್ತ ಹೆಣೆದ ಈ ನಾಟಕವನ್ನು ನೆರೆದಿದ್ದ ಪ್ರೇಕ್ಷಕರು ಮೆಚ್ಚಿಕೊಂಡರು. bbox=[368, 172, 476, 221]
cinema-time: ಇಂದು ಬೆಳಗ್ಗೆ ೫-೩೦ಕ್ಕೆ bbox=[96, 634, 146, 643]
cinema-cast: ಸುಮಂತ್, ಶಾನ್ವಿ ಶ್ರೀವಾಸ್ತವ ಹರ್ಷಿಕಾ ಪೂನಾಚ್ಚ, ಸಾಧು bbox=[69, 855, 173, 872]
cinema-cast: ಅಜಿತ್ ಕುಮಾರ್, ಕಾಜಲ್ ವಿವೇಕ್ ಒಬೆರಾಯ್ bbox=[184, 287, 290, 295]
swasthya-title: ಸ್ವಾಸ್ಥ್ಯಸಮಾಜ ನಿರ್ಮಾಣಕ್ಕೆ ಪೂರಕ: ಸಿದ್ದೇಶ್ವರಿ bbox=[491, 998, 645, 1010]
cinema-item bbox=[183, 803, 291, 817]
cinema-cast: ಉಪೇಂದ್ರ, ಲಕ್ಷ್ಮೀ ರೈ, ಪುತಿ ಉಪಮನ್ಯು, ಶೋಭರಾಜ್ bbox=[194, 319, 280, 337]
chitralahari-title: ಸಂಕ್ಷಿಪ್ತ ವಾರ್ತಾ ಚಿತ್ರಲಹರಿ bbox=[688, 658, 822, 675]
cinema-cast: ಶರಣ್, ನಿಶ್ವಿಕಾ ನಾಯ್ಡು ಅಪೂರ್ವ ಕಾಸರವಳ್ಳಿ bbox=[188, 361, 286, 370]
cinema-item bbox=[67, 755, 175, 784]
cinema-title: ಚಕ್ರವರ್ತಿ bbox=[224, 651, 250, 661]
cinema-cast: ಜೂ.೧ರ ರಾತ್ರಿ ೭-೩೦ಕ್ಕೆ ಅಹಮದಾಬಾದ್‌ನಲ್ಲಿ bbox=[187, 763, 287, 771]
cinema-item bbox=[183, 776, 291, 799]
cinema-title: ಸಿರಿಕನ್ನಡ ವಾಹಿನಿ bbox=[214, 627, 260, 637]
photo-sridhar-farewell bbox=[606, 65, 742, 121]
vishwakarma-p1: ಕೋಲಾರ ಮೇ ೩.೧– ರಾಜ್ಯ ವಿಶ್ವ ಕರ್ಮ ಸಮಾಜದ ಚುನಾವಣೆ ಮಾಲೂರು ತಾಲೂಕಿನ ಶಿವಾರಪಟ್ಟಣದ ವಿಶ್ವಕರ್ಮ ಸಮುದಾಯ ಭವನದಲ್ಲಿ ನಡೆದು ಎಸ್.ಎನ್. ಪುರುಷೋತ್ತಮಾಚಾರ್ಯ ೨೩೨೭ ಮತಗಳಿಸಿ ಚುನಾಯಿತರಾಗಿದ್ದಾರೆ. ಇವರ ಪ್ರತಿಸ್ಪರ್ಧಿ ಶ್ರೀನಿವಾಸಮೂರ್ತಿರವರಿಗೆ ೨೧೦ ಮತ ಲಭಿಸಿತು. bbox=[482, 594, 745, 621]
chitralahari-block bbox=[666, 658, 844, 1334]
cinema-item bbox=[183, 595, 291, 624]
tikaloka-item: ♦ ತಪ್ಪು ಮಾಡಿಲ್ಲ, ಕ್ಷಮೆ ಕೇಳುವುದಿಲ್ಲ. (ಕಮಲಹಾಸನ್ ನುಡಿ) bbox=[183, 983, 291, 1001]
miss-column-b bbox=[484, 90, 599, 480]
program-event-body: ಕೋಲಾರದ ಪಿ.ಸಿ. ಬಡಾವಣೆಯ ಗಾಯತ್ರಿ ಪ್ರಾರ್ಥನಾ ಮಂದಿರದಲ್ಲಿ ಇಂದು ಬೆಳಗ್ಗೆ ೧೧-೫೭ರಿಂದ ಮಧ್ಯಾಹ್ನ ೧೨-೨೧ರ ಮುಹೂರ್ತದಲ್ಲಿ ಸಾಮೂಹಿಕ ಉಪನಯನ ಕಾರ್ಯಕ್ರಮ. bbox=[67, 274, 175, 319]
agml-p2: ಈ ವರ್ಷದ ಎಸ್ಸೆಸ್ಸೆಲ್ಸಿ ಫಲಿತಾಂಶದಲ್ಲಿ ಹಲವು ವಿದ್ಯಾರ್ಥಿಗಳು ಉತ್ತೀರ್ಣರಾಗಿರುವ ಕುರಿತು ಶಾಲೆಯ ಆವರಣದಲ್ಲಿ ನಡೆದ ಗೃಹದಲ್ಲಿ ಸುದ್ದಿಗೋಷ್ಠಿಯಲ್ಲಿ ಮಾತನಾಡಿದ ಹಳೆ ವಿದ್ಯಾರ್ಥಿ ನೀಲ್ ಮೈಕಲ್ ಸಂತಸ ವ್ಯಕ್ತಪಡಿಸಿದರು. bbox=[301, 155, 361, 246]
swasthya-block bbox=[478, 998, 658, 1334]
program-divider bbox=[179, 259, 180, 1299]
cinema-title: ಐಶ್ವರಿ bbox=[228, 529, 246, 539]
swasthya-c2b: ಜಿಲ್ಲಾ ಜನಜಾಗೃತಿ ವೇದಿಕೆ ಸದಸ್ಯ ನಾರಾಯಣಸ್ವಾಮಿ ಮಾತನಾಡಿ ಶಾಲಾ-ಕಾಲೇಜುಗಳಲ್ಲಿ ಇಂತಹ ಜಾಗೃತಿ ಕಾರ್ಯಕ್ರಮ ಹಮ್ಮಿಕೊಳ್ಳುವ ಮೂಲಕ ಯುವ ಜನರನ್ನು ಸುಧಾರಿಸುವ ಕೆಲಸಕ್ಕೆ ಯೋಜನೆ ಮುಂದಾಗಿದೆ ಎಂದರು. bbox=[571, 1189, 656, 1244]
cinema-item bbox=[67, 624, 175, 644]
miss-subhead: ಸಹೃದಯರನ್ನು ಆಕರ್ಷಿಸಿದ ಅಭಿನಯ bbox=[375, 224, 469, 234]
subsidy-p1: ರಾಷ್ಟ್ರೀಯ ತೋಟಗಾರಿಕೆ ಮಿಷನ್ ಯೋಜನೆಯಡಿ ಮಾವು, ದಾಳಿಂಬೆ, ಬಾಳೆ, ಡ್ರ್ಯಾಗನ್ ಹಣ್ಣು, ಬೆಣ್ಣೆಹಣ್ಣು, ಗೋಡಂಬಿ, ಹೂಸಗೆ, ಗುಲಾಬಿ, ಗಂಧರಾಜ, ಮಲ್ಲಿಗೆ, ದವನ, ಹೂ ಮತ್ತು ಹೈಬ್ರಿಡ್ ತರ ಬೆಳೆಗಳು, ಹಸಿರು ಮನೆಗಳಲ್ಲಿ ಅಧಿಕ ಮೌಲ್ಯದ ಹೂ ಬೆಳೆಗಳಾದ ಕಾರ್ನೇಷನ್, ಜರ್ಬೇರಾ ಹೊಸ ಪ್ರದೇಶ ವಿಸ್ತರಣೆ, ಗೋಡಂಬಿ, ಮಾವು ಪುನಶ್ಚೇತನ, ವೈಯಕ್ತಿಕ ಕೃಷಿಹೊಂಡ, ಸಮಗ್ರ ಬೀಜ ನಿರ್ವಹಣೆ, ಪ್ಯಾಕ್ ಹೌಸ್, ಪಂಪುಸೆಟ್, ಪ್ಲಾಸ್ಟಿಕ್ ಹೊದಿಕೆ, ಸ್ವಯಂ ಚಾಲಿತ ರಸಾವರಿ ಘಟಕ, ತರಕಾರಿ ಬೆಳೆಗಳ ಅಭಿವೃದ್ಧಿಗೆ ಪ್ರಧಾನಮಂತ್ರಿ ಕೃಷಿ ವಿಕಾಸ ಯೋಜನೆಯಡಿ ಸಹಾಯಧನಕ್ಕೆ ಅರ್ಜಿ ಆಹ್ವಾನಿಸಲಾಗಿದೆ. bbox=[301, 279, 361, 506]
cinema-time: ಇಂದು ರಾತ್ರಿ ೭ ಘಂಟೆಗೆ bbox=[211, 581, 263, 590]
sridhar-p2: ಉಪ ಪ್ರಾಂಶುಪಾಲೆ ಬಿ.ಎಂ.ರಾಧಮ್ಮ ಮಾತನಾಡಿ ಶ್ರೀಧರ ಹೆಚ್ಚು ಸಮಯವನ್ನು ಶಾಲೆಗಾಗಿ ಮೀಸಲಿಟ್ಟಿದ್ದಾರೆ ಎಂದು ಮೆಚ್ಚುಗೆ ವ್ಯಕ್ತಪಡಿಸಿ, ಇವರ ನಿವೃತ್ತಿ ಜೀವನ ಸುಖ ಮಯವಾಗಲಿ ಎಂದು ಶುಭ ಹಾರೈಸಿದರು. bbox=[606, 185, 744, 225]
cinema-item bbox=[183, 464, 291, 493]
program-event bbox=[67, 325, 175, 456]
janamana-title: ಜನಮನ ಸೂರೆಗೊಂಡ ಕಾವ್ಯಶ್ರೀ ನಾಗರಾಜು ನಾಟ್ಯ bbox=[405, 665, 635, 681]
agml-title-2: ತೃಪ್ತ್ಯ ಫಲಿತಾಂಶ bbox=[310, 59, 352, 69]
cinema-time: ಇಂದು ಮ. ೧೨ ಘಂಟೆಗೆ bbox=[94, 709, 148, 718]
sridhar-dateline: ಕೋಲಾರ ಮೇ ೩.೧ bbox=[652, 123, 698, 132]
cinema-item bbox=[183, 684, 291, 722]
cinema-title: ಎರಡನೇ ಕ್ವಾಲಿಫೈಯರ್ bbox=[183, 776, 291, 790]
photo-vishwakarma-election bbox=[500, 502, 728, 592]
cinema-title: ಕಾತವರಾಯನ್ bbox=[100, 722, 142, 733]
news-photo bbox=[666, 780, 844, 902]
cinema-title: ಐಪಿಎಲ್ ಕ್ರಿಕೆಟ್‌ನಲ್ಲಿ bbox=[183, 749, 291, 763]
cinema-cast: ಪೃಥ್ವಿ ರಾಮನೂರು, ಅಂಜಲಿ ಅದಿತಿ ಪ್ರಭುದೇವ ಇತರರು bbox=[70, 691, 172, 709]
date-label: 1-6-2025 bbox=[825, 26, 873, 41]
swasthya-c1b: ತಾಲೂಕಿನ ಅರಾಭಕೊತ್ತನೂರು ಸರ್ಕಾರಿ ಪ್ರೌಢಶಾಲೆಯಲ್ಲಿ ಧರ್ಮಸ್ಥಳ ಗ್ರಾಮಾಭಿವೃದ್ಧಿ ಯೋಜನೆ, ಅಖಿಲ ಕರ್ನಾಟಕ ಜನಜಾಗೃತಿ ವೇದಿಕೆ ಹಮ್ಮಿಕೊಂಡಿದ್ದ ವಿಶ್ವ ತಂಬಾಕು ವಿರೋಧಿ ದಿನಾಚರಣೆ ಮತ್ತು ಸ್ವಾಸ್ಥ್ಯ ಸಂಕಲ್ಪ ಕಾರ್ಯಕ್ರಮದ ಅಧ್ಯಕ್ಷತೆ ವಹಿಸಿ ಅವರು ಮಾತನಾಡುತ್ತಿದ್ದರು. bbox=[478, 1225, 563, 1298]
tikaloka-item: ♦ ಸಮಾನ ಅಂಕ ಗಳಿಸಿದ ಅವಳಿ ಸಹೋದರಿಯರು. (ಶೀರ್ಷಿಕೆ) bbox=[183, 941, 291, 959]
cinema-time: ಇಂದು ಸಂಜೆ ೪ ಘಂಟೆಗೆ bbox=[210, 548, 264, 557]
program-event-title: ಯೋಗಿನಾರೇಯಣರ ಆರಾಧನಾಮಹೋತ್ಸವ bbox=[91, 325, 151, 346]
program-column-b bbox=[183, 263, 291, 1297]
column-rule bbox=[662, 662, 663, 1332]
program-event-title: ಬ್ರಾಹ್ಮಣ ಸಂಘ'ದಿಂದ ಉಪನಯನಗಳು bbox=[69, 263, 173, 273]
cinema-cast: ದರ್ಶನ್, ದೀಪಾ ಸನ್ನಿಧಿ ಕುಮಾರ್ ಬಂಗಾರಪ್ಪ bbox=[188, 662, 286, 670]
cinema-time: ಇಂದು ಮ. ೩ ಘಂಟೆಗೆ bbox=[212, 712, 262, 721]
agml-dateline: ಕೆಜಿಎಫ್ ಮೇ ೩.೧ bbox=[310, 72, 352, 79]
good-word-source: – ಪರಾಶರ ಸ್ಮೃತಿ bbox=[251, 101, 289, 111]
cinema-title: ಕಮಾಂಡೋ bbox=[220, 276, 254, 286]
cinema-item bbox=[183, 749, 291, 772]
paper-name: ಕೋಲಾರ ಪತ್ರಿಕೆ bbox=[71, 27, 125, 40]
registry-subhead: ರಜಾ ದಿನವಂದು ಉಪ ನೋಂದಣಿ ಕಚೇರಿಗಳ ಕರ್ತವ್ಯ bbox=[613, 280, 737, 302]
day-label: ಭಾನುವಾರ bbox=[785, 30, 821, 41]
captioned-photo bbox=[666, 679, 844, 776]
sridhar-p3: ಕಾಲಾಭಿವೃದ್ಧಿ ಸಮಿತಿ ಸದಸ್ಯ ಕೆ.ಎನ್. ಚಂದ್ರಶೇಖರ್, ಹಿರಿಯ ಶಿಕ್ಷಕ ಆರ್.ಶಂಕೇಗೌಡ, ದೈಹಿಕ ಶಿಕ್ಷಕ ಎಸ್.ಜೀವಪ್ಪ, ಶಿಕ್ಷಕರಾದ ದಾಕ್ಷಾಯಿಣಿ, ಉಷಾರಾಣಿ, ನಾಗಜ್ಯೋತಿ, ರವನಾ, ಖಾಜಿಯಾ ಬೇಗಂ, ಲಾವಣ್ಯ, ರಮೇಶ್, ರಾಮಮೂರ್ತಿಸಾ ಇತರರಿದ್ದರು. bbox=[606, 228, 744, 277]
agml-p1: ಎಸ್ಸೆಸ್ಸೆಲ್ಸಿ ಪರೀಕ್ಷೆಯಲ್ಲಿ ನಗರದ ಬಿಜಿಎಂಎಲ್ ಶಾಲೆಗೆ ಉತ್ತಮ ಫಲಿತಾಂಶ ಲಭಿಸಿರುವುದು ತಮಗೆ ಖುಷಿ ತಂದಿದೆ ಎಂದು ಶಾಲೆಯ ಹಳೆ ವಿದ್ಯಾರ್ಥಿಗಳು ಆನಂದ ವ್ಯಕ್ತಪಡಿಸಿದರು. bbox=[301, 80, 361, 152]
miss-column-a bbox=[368, 90, 476, 662]
cinema-time: ಇಂದು ಬೆಳಗ್ಗೆ ೭ ಘಂಟೆಗೆ bbox=[209, 450, 265, 459]
program-event bbox=[67, 542, 175, 599]
janamana-block bbox=[385, 664, 655, 990]
cinema-item bbox=[67, 648, 175, 677]
jalajeevan-title: ಜಲಜೀವನ್ ಯೋಜನೆ ಕಾಮಗಾರಿ ವೀಕ್ಷಣೆ bbox=[309, 996, 459, 1008]
vishwakarma-block bbox=[482, 485, 745, 662]
tikaloka-item: – ನಿಮ್ಮನ್ನು ಪಕ್ಷದ ದೊಡ್ಡ ನಾಯಕ ಎಂದುಕೊಂಡರೆ ನೀವೂ ಮಣ್ಣು ತಿಂದಿದ್ದಿರಿ ಎಂದಾಗುತ್ತದೆ, ಇಲ್ಲ ಎನ್ನುವುದಾದರೆ ನೀವು ಸಣ್ಣ ನಾಯಕ ಆಗಿರುತ್ತೀರಲ್ಲ. bbox=[183, 859, 291, 895]
akashavani-p1: ೧-೬-೨೦೨೫ ಭಾನುವಾರ ಬೆಳಗ್ಗೆ ೬-೦೫ ಡಾ| ವಿಜಯಲಕ್ಷ್ಮಿ ಬಾಳೇಕುಂದ್ರಿಯಿಂದ ಚಿಂತನ, ೬-೧೫ ಇದು ನಮ್ಮ ಕರ್ನಾಟಕ, ೬-೪೫ ಕನ್ನಡ ರತ್ನ ಭಂಡಾರ, ೬-೫೦ ರೈತರಿಗಾಗಿ ಸಲಹೆ, ೭-೧೫ ಮಧುಲತಾ ಚಂದ್ರಹಾಸರಿಂದ ಭಾವಗೀತೆ, ೭-೪೫ ಚಿತ್ರಗೀತೆ, ೮-೩೦ ವಿಶೇಷ ಸರಣಿ ಕಾರ್ಯಕ್ರಮ ಮಹಾ ಯೋಗದಲ್ಲಿ ಯೋಗ ಮತ್ತು ಆಹಾರ ಪದ್ಧತಿ ಬಗ್ಗೆ ಕೆ. ನಂದಕಿಶೋರ್‌ರಿಂದ ಮಾಹಿತಿ, ೮-೩೫ ಗಾನಯಾನ, ೮-೫೦ ಬಿ.ಎ.ಪದ್ಮಾನಂದಶೆಟ್ಟರ ಭಾರತ ದರ್ಶನದ ಬಾನುಲಿರೂಪ ಭುವನದ ಭಾಗ್ಯ, ೯-೦೫ ತಂಬಾಕಿನಿಂದಾಗುವ ದುಷ್ಪರಿಣಾಮಗಳ ಕುರಿತು ಮಾಹಿತಿ, ೯-೧೦ ಗಾನಯಾನ ಮುಂದುವರಿಕೆ, ೯-೩೦ ಆಕಾಶಗಂಗೆ, ೧೦-೩೦ ನಾವು ಭಾರತೀಯರು, ೧೦.೪೫ ಚಿತ್ರಗೀತೆ, ೧೧-೦೦ ಯಾದೋಂಕಿ ಬಾರಾತ್, ೧೧-೩೦ ಮೋಸ್ಟ್‌ವಾಂಟೆಡ್ ನಂ. ೧೧೧ bbox=[756, 72, 840, 262]
jalajeevan-p1: ಬಾಗೇಪಲ್ಲಿ ಮೇ ೩.೧– ತಾಲೂಕಿನ ದೇವರಗುಡಿಪಲ್ಲಿ ಹಾಗೂ ಪಾರ್ವತಿಪುರ ತಾಂಡ, ಪಾತಪಾಳ್ಯದ ತಾಂಡಗಳಲ್ಲಿ ಜಲಶಕ್ತಿ ಅಭಿಯಾನ ಯೋಜನೆಗಳನ್ನು ಅಭಿಯಾನದ ನೋಡಲ್ ಅಧಿಕಾರಿ, ಕೇಂದ್ರ ಸಚಿವಾಲಯದ ನಿರ್ದೇಶಕ ಮಂಜೀತ್ ಪೋರ್ವಾಲ್ ಮತ್ತು ಅಧಿಕಾರಿಗಳು ವೀಕ್ಷಿಸಿದರು. bbox=[301, 1011, 467, 1047]
edition-line: ದ್ವಿತೀಯ ಮಹ bbox=[242, 28, 289, 40]
column-rule bbox=[479, 92, 480, 482]
dharani-dateline: ಕೋಲಾರ ಜು ೧ bbox=[781, 550, 815, 557]
captioned-photo bbox=[666, 1065, 844, 1215]
cinema-title: ಪದವಿಪೂರ್ವ bbox=[103, 680, 139, 691]
cinema-title: ಯಜಮಾನ bbox=[221, 594, 253, 605]
cinema-item bbox=[183, 651, 291, 680]
cinema-cast: ಯಶ್, ಶಾನ್ವಿ ಶ್ರೀವಾಸ್ತವ ಸುಹಾಸಿನಿ, ಚಿಕ್ಕಣ್ಣ bbox=[74, 765, 168, 774]
cinema-cast: ಸುದೀಪ್, ಪ್ರಿಯಾಮಣಿ ಭಾವನಾ, ಸೋನು ಸೂದ್ bbox=[184, 394, 290, 402]
program-box bbox=[62, 258, 296, 1300]
program-column-a bbox=[67, 263, 175, 1297]
cinema-item bbox=[67, 604, 175, 620]
cinema-title: ಭಲೇಜೋಡಿ bbox=[104, 844, 138, 855]
miss-headline: ಜನಮನ ಗೆದ್ದ ‘ಮಿಸ್ ಸೇವಂತಿ’ bbox=[381, 46, 587, 70]
masthead bbox=[62, 22, 882, 46]
agml-title-1: ಅಜಿಎಂಎಲ್ ಶಾಲೆಗೆ bbox=[303, 48, 359, 58]
col2-sig-1: ಸಿದ್ಧನ ಶಾಖೆ bbox=[317, 697, 345, 706]
cinema-title: ಆತ್ಮಬಂಧನ bbox=[221, 463, 253, 474]
tikaloka-title: ಟೀಕಾಲೋಕ bbox=[183, 821, 291, 839]
miss-b3: ಈ ಕಥೆ ೧೯೫೦ರ ದಶಕದಲ್ಲಿ ಸಿನಿಮಾ ಆಗಿ ಜನಪ್ರಿಯವಾಗಿತ್ತು. ನಾಟಕ ರೂಪದಲ್ಲಿಯೂ ಜನರ ಮನ ಗೆದ್ದಿದೆ. bbox=[484, 274, 599, 303]
jalajeevan-p3: ಕೇಂದ್ರ ಸರ್ಕಾರದ ಯೋಜನೆಗಳಲ್ಲಿ ಜಲಜೀವನ್ ಮಿಷನ್ ಮಹತ್ವದ ಯೋಜನೆ ಒಂದಾಗಿದೆ. ಗ್ರಾಮಗಳ ಕಟ್ಟ ಕಡೆಯ ಜನರಿಗೆ ಕುಡಿಯುವ ನೀರು ತಲುಪಿಸುವ ಉದ್ದೇಶವಿದೆ ಎಂದರು. ತಾಂಡದಲ್ಲಿ ಜೆಜೆಎಂ ಯೋಜನೆಯ ಅಡಿ ಮನೆಗಳಿಗೆ ಸರಬರಾಜಾಗುವ ನೀರಿನ ಮಟ್ಟ ಪರಿಶೀಲಿಸಿ, ಕುಡಿಯಲು ನೀರು ಯೋಗ್ಯವೇ? ಇಲ್ಲವೇ?, ಕಾಲಕಾಲಕ್ಕೆ ನೀರು ಸರಬರಾಜು ಮಾಡುತ್ತಿರುವ ಹಾಗೂ ಸ್ವಚ್ಛತೆಯ ಬಗ್ಗೆ ಗ್ರಾಮಸ್ಥರಿಂದ ಮಾಹಿತಿ ಸಂಗ್ರಹಿಸಿದರು. bbox=[301, 1098, 467, 1153]
cinema-time: ಇಂದು ರಾತ್ರಿ ೧೦ ಘಂಟೆಗೆ bbox=[209, 402, 265, 411]
